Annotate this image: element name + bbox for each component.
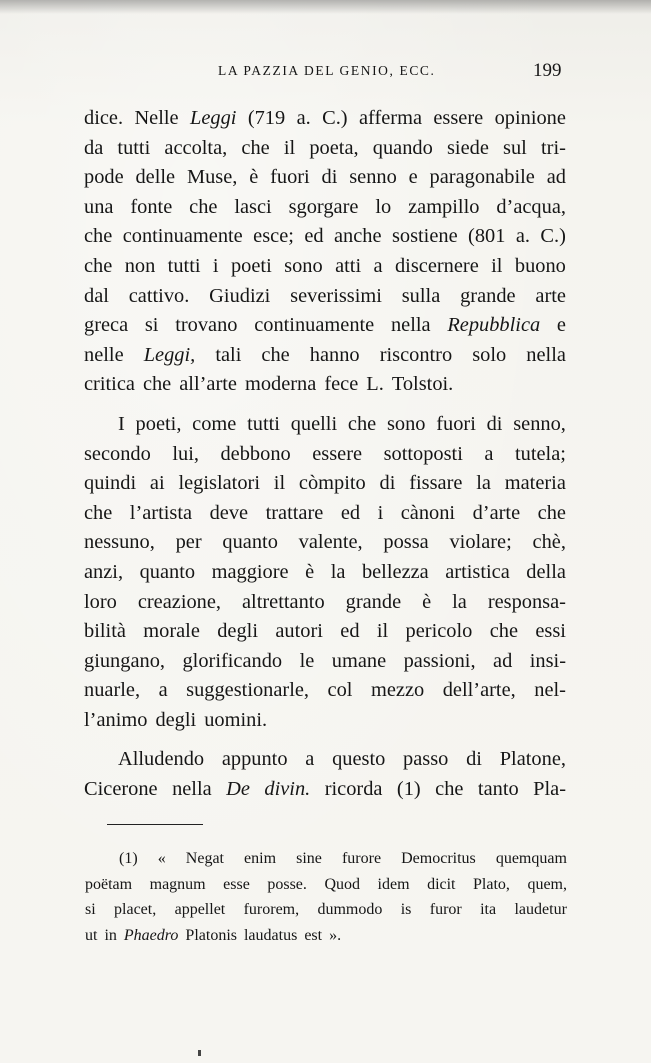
word: il xyxy=(283,136,296,159)
text-line xyxy=(84,617,566,647)
word: questo xyxy=(332,748,386,771)
word: i xyxy=(377,501,384,524)
word: tutela; xyxy=(514,442,566,465)
body-text xyxy=(84,104,566,805)
word: Plato, xyxy=(473,875,510,893)
word: è xyxy=(422,590,432,613)
paragraph-gap xyxy=(84,735,566,745)
word: ad xyxy=(493,649,513,672)
word: nella xyxy=(526,343,566,366)
word: Repubblica xyxy=(447,314,541,337)
word: esse xyxy=(223,875,250,893)
word: degli xyxy=(155,708,197,731)
word: si xyxy=(85,901,96,918)
word: in xyxy=(104,926,117,944)
word: ed xyxy=(340,501,361,524)
word: critica xyxy=(84,373,135,396)
word: continuamente xyxy=(122,225,243,248)
word: dice. xyxy=(84,107,124,129)
word: magnum xyxy=(149,875,206,893)
text-line xyxy=(84,676,566,706)
word: senno, xyxy=(513,412,566,435)
page-number: 199 xyxy=(533,60,562,81)
word: dal xyxy=(84,284,109,307)
word: fece xyxy=(324,373,359,396)
word: delle xyxy=(135,166,176,189)
word: sono xyxy=(386,412,426,435)
word: afferma xyxy=(358,107,422,129)
footnote-line xyxy=(85,872,567,898)
word: continuamente xyxy=(254,314,375,337)
word: la xyxy=(476,472,491,495)
word: ai xyxy=(149,472,165,495)
word: quando xyxy=(372,136,433,159)
word: discernere xyxy=(394,254,479,277)
word: (719 xyxy=(247,107,286,129)
word: legislatori xyxy=(178,472,260,495)
text-line xyxy=(84,370,566,400)
word: i xyxy=(212,254,219,277)
word: nessuno, xyxy=(84,531,155,554)
word: giungano, xyxy=(84,649,165,672)
text-line xyxy=(84,745,566,775)
word: che xyxy=(84,254,113,277)
word: all’arte xyxy=(179,373,237,396)
text-line xyxy=(84,163,566,193)
word: a xyxy=(373,254,383,277)
paragraph-gap xyxy=(84,400,566,410)
word: is xyxy=(400,901,412,918)
word: De xyxy=(226,778,250,801)
word: opinione xyxy=(494,107,566,129)
word: est xyxy=(304,926,323,944)
word: greca xyxy=(84,314,129,337)
word: morale xyxy=(143,620,200,643)
word: Negat xyxy=(185,850,224,867)
word: pode xyxy=(84,166,124,189)
word: (1) xyxy=(396,778,421,801)
footnote xyxy=(85,846,567,948)
word: umane xyxy=(331,649,387,672)
word: divin. xyxy=(264,778,311,801)
word: chè, xyxy=(532,531,566,554)
word: anzi, xyxy=(84,560,124,583)
word: nelle xyxy=(84,343,124,366)
word: dell’arte, xyxy=(442,679,516,702)
word: che xyxy=(84,225,113,248)
word: che xyxy=(142,373,172,396)
word: d’acqua, xyxy=(496,195,566,218)
word: deve xyxy=(209,501,249,524)
word: l’animo xyxy=(84,708,148,731)
word: è xyxy=(305,560,315,583)
text-line xyxy=(84,499,566,529)
word: nel- xyxy=(534,679,566,702)
word: moderna xyxy=(244,373,317,396)
word: si xyxy=(144,314,159,337)
word: laudatus xyxy=(243,926,298,944)
word: fonte xyxy=(130,195,173,218)
word: còmpito xyxy=(298,472,366,495)
word: è xyxy=(249,166,259,189)
word: autori xyxy=(275,620,323,643)
word: che xyxy=(347,412,377,435)
word: il xyxy=(491,254,503,277)
word: da xyxy=(84,136,104,159)
word: responsa- xyxy=(487,590,566,613)
word: quemquam xyxy=(495,850,567,867)
word: tutti xyxy=(117,136,151,159)
word: che xyxy=(261,343,290,366)
word: sottoposti xyxy=(383,442,463,465)
word: suggestionarle, xyxy=(186,679,310,702)
word: ed xyxy=(340,620,360,643)
word: nella xyxy=(172,778,212,801)
word: appunto xyxy=(221,748,288,771)
word: bilità xyxy=(84,620,126,643)
word: nella xyxy=(390,314,431,337)
word: una xyxy=(84,195,114,218)
word: lasci xyxy=(234,195,272,218)
word: Platonis xyxy=(185,926,237,944)
word: maggiore xyxy=(211,560,289,583)
word: placet, xyxy=(114,901,157,918)
word: Leggi xyxy=(189,107,237,129)
word: furorem, xyxy=(243,901,300,918)
word: Nelle xyxy=(134,107,179,129)
word: a xyxy=(305,748,315,771)
word: che xyxy=(435,778,464,801)
word: quanto xyxy=(222,531,278,554)
word: essere xyxy=(312,442,363,465)
text-line xyxy=(84,282,566,312)
word: passioni, xyxy=(403,649,476,672)
word: quindi xyxy=(84,472,137,495)
word: Giudizi xyxy=(209,284,271,307)
word: a xyxy=(158,679,168,702)
word: (1) xyxy=(119,850,138,867)
word: ed xyxy=(304,225,324,248)
word: quem, xyxy=(527,875,567,893)
word: d’arte xyxy=(472,501,521,524)
word: della xyxy=(526,560,566,583)
word: a. xyxy=(296,107,311,129)
word: tanto xyxy=(477,778,519,801)
word: grande xyxy=(460,284,516,307)
word: tali xyxy=(215,343,242,366)
word: a. xyxy=(515,225,530,248)
word: idem xyxy=(377,875,410,893)
word: essere xyxy=(433,107,484,129)
word: buono xyxy=(514,254,566,277)
word: Quod xyxy=(324,875,360,893)
word: Muse, xyxy=(186,166,238,189)
word: trovano xyxy=(175,314,238,337)
word: Tolstoi. xyxy=(391,373,454,396)
word: riscontro xyxy=(379,343,453,366)
word: che xyxy=(189,195,218,218)
word: debbono xyxy=(220,442,291,465)
text-line xyxy=(84,528,566,558)
word: atti xyxy=(335,254,362,277)
word: Platone, xyxy=(499,748,566,771)
text-line xyxy=(84,588,566,618)
word: appellet xyxy=(174,901,226,918)
word: nuarle, xyxy=(84,679,141,702)
word: sgorgare xyxy=(288,195,359,218)
scan-edge-shadow xyxy=(0,0,651,14)
text-line xyxy=(84,410,566,440)
word: « xyxy=(157,850,166,867)
word: poeta, xyxy=(309,136,359,159)
text-line xyxy=(84,193,566,223)
word: che xyxy=(537,501,566,524)
text-line xyxy=(84,134,566,164)
word: di xyxy=(379,472,396,495)
word: L. xyxy=(366,373,384,396)
word: cànoni xyxy=(400,501,456,524)
text-line xyxy=(84,222,566,252)
text-line xyxy=(84,440,566,470)
word: valente, xyxy=(298,531,363,554)
word: le xyxy=(299,649,315,672)
word: quanto xyxy=(139,560,196,583)
text-line xyxy=(84,252,566,282)
word: Democritus xyxy=(401,850,476,867)
word: artistica xyxy=(445,560,510,583)
word: senno xyxy=(349,166,397,189)
word: posse. xyxy=(267,875,307,893)
word: arte xyxy=(535,284,566,307)
word: glorificando xyxy=(182,649,283,672)
footnote-line xyxy=(85,846,567,872)
word: tri- xyxy=(540,136,566,159)
word: lo xyxy=(375,195,392,218)
footnote-rule xyxy=(107,824,203,825)
word: passo xyxy=(403,748,449,771)
text-line xyxy=(84,341,566,371)
word: sostiene xyxy=(391,225,458,248)
word: severissimi xyxy=(290,284,382,307)
word: degli xyxy=(217,620,259,643)
text-line xyxy=(84,311,566,341)
word: che xyxy=(241,136,270,159)
word: (801 xyxy=(468,225,506,248)
word: pericolo xyxy=(405,620,473,643)
word: che xyxy=(84,501,113,524)
word: ita xyxy=(480,901,497,918)
footnote-line xyxy=(85,897,567,923)
word: essi xyxy=(535,620,566,643)
word: di xyxy=(321,166,338,189)
word: mezzo xyxy=(370,679,425,702)
word: furor xyxy=(429,901,462,918)
word: siede xyxy=(446,136,489,159)
word: loro xyxy=(84,590,117,613)
word: enim xyxy=(244,850,277,867)
word: trattare xyxy=(265,501,324,524)
word: creazione, xyxy=(137,590,222,613)
word: laudetur xyxy=(514,901,567,918)
word: solo xyxy=(472,343,507,366)
word: per xyxy=(175,531,202,554)
word: furore xyxy=(341,850,382,867)
word: sine xyxy=(296,850,322,867)
word: il xyxy=(376,620,389,643)
word: hanno xyxy=(309,343,360,366)
word: fuori xyxy=(436,412,476,435)
word: anche xyxy=(333,225,382,248)
word: di xyxy=(466,748,482,771)
word: esce; xyxy=(253,225,294,248)
word: Alludendo xyxy=(118,748,205,771)
word: dummodo xyxy=(317,901,383,918)
text-line xyxy=(84,104,566,134)
word: poeti, xyxy=(135,412,182,435)
word: ricorda xyxy=(324,778,383,801)
word: sulla xyxy=(401,284,441,307)
word: a xyxy=(484,442,494,465)
word: uomini. xyxy=(204,708,268,731)
word: poëtam xyxy=(85,875,133,893)
word: il xyxy=(273,472,286,495)
word: accolta, xyxy=(164,136,228,159)
running-head xyxy=(0,60,651,84)
word: violare; xyxy=(449,531,512,554)
word: Pla- xyxy=(533,778,566,801)
scan-speck xyxy=(198,1050,201,1056)
word: sul xyxy=(503,136,527,159)
text-line xyxy=(84,706,566,736)
word: poeti xyxy=(230,254,272,277)
word: tutti xyxy=(247,412,280,435)
word: fissare xyxy=(409,472,463,495)
word: Leggi, xyxy=(143,343,196,366)
word: materia xyxy=(504,472,566,495)
word: l’artista xyxy=(129,501,193,524)
word: insi- xyxy=(529,649,566,672)
word: ». xyxy=(329,926,342,944)
word: ut xyxy=(85,926,98,944)
word: sono xyxy=(284,254,323,277)
word: paragonabile xyxy=(429,166,535,189)
word: Phaedro xyxy=(123,926,179,944)
word: la xyxy=(452,590,467,613)
text-line xyxy=(84,558,566,588)
word: quelli xyxy=(290,412,338,435)
word: bellezza xyxy=(361,560,429,583)
word: grande xyxy=(345,590,402,613)
word: altrettanto xyxy=(242,590,325,613)
word: e xyxy=(408,166,418,189)
word: zampillo xyxy=(408,195,480,218)
word: non xyxy=(124,254,156,277)
word: col xyxy=(327,679,353,702)
word: e xyxy=(556,314,566,337)
word: lui, xyxy=(172,442,199,465)
word: cattivo. xyxy=(128,284,190,307)
word: dicit xyxy=(427,875,456,893)
footnote-line xyxy=(85,923,567,949)
word: tutti xyxy=(167,254,201,277)
text-line xyxy=(84,469,566,499)
word: di xyxy=(486,412,503,435)
word: secondo xyxy=(84,442,151,465)
word: fuori xyxy=(270,166,310,189)
word: che xyxy=(489,620,518,643)
word: come xyxy=(192,412,237,435)
text-line xyxy=(84,775,566,805)
word: C.) xyxy=(322,107,348,129)
running-title: LA PAZZIA DEL GENIO, ECC. xyxy=(218,63,436,78)
text-line xyxy=(84,647,566,677)
word: possa xyxy=(383,531,429,554)
word: la xyxy=(330,560,346,583)
word: ad xyxy=(546,166,566,189)
word: I xyxy=(118,412,125,435)
word: Cicerone xyxy=(84,778,158,801)
word: C.) xyxy=(540,225,566,248)
